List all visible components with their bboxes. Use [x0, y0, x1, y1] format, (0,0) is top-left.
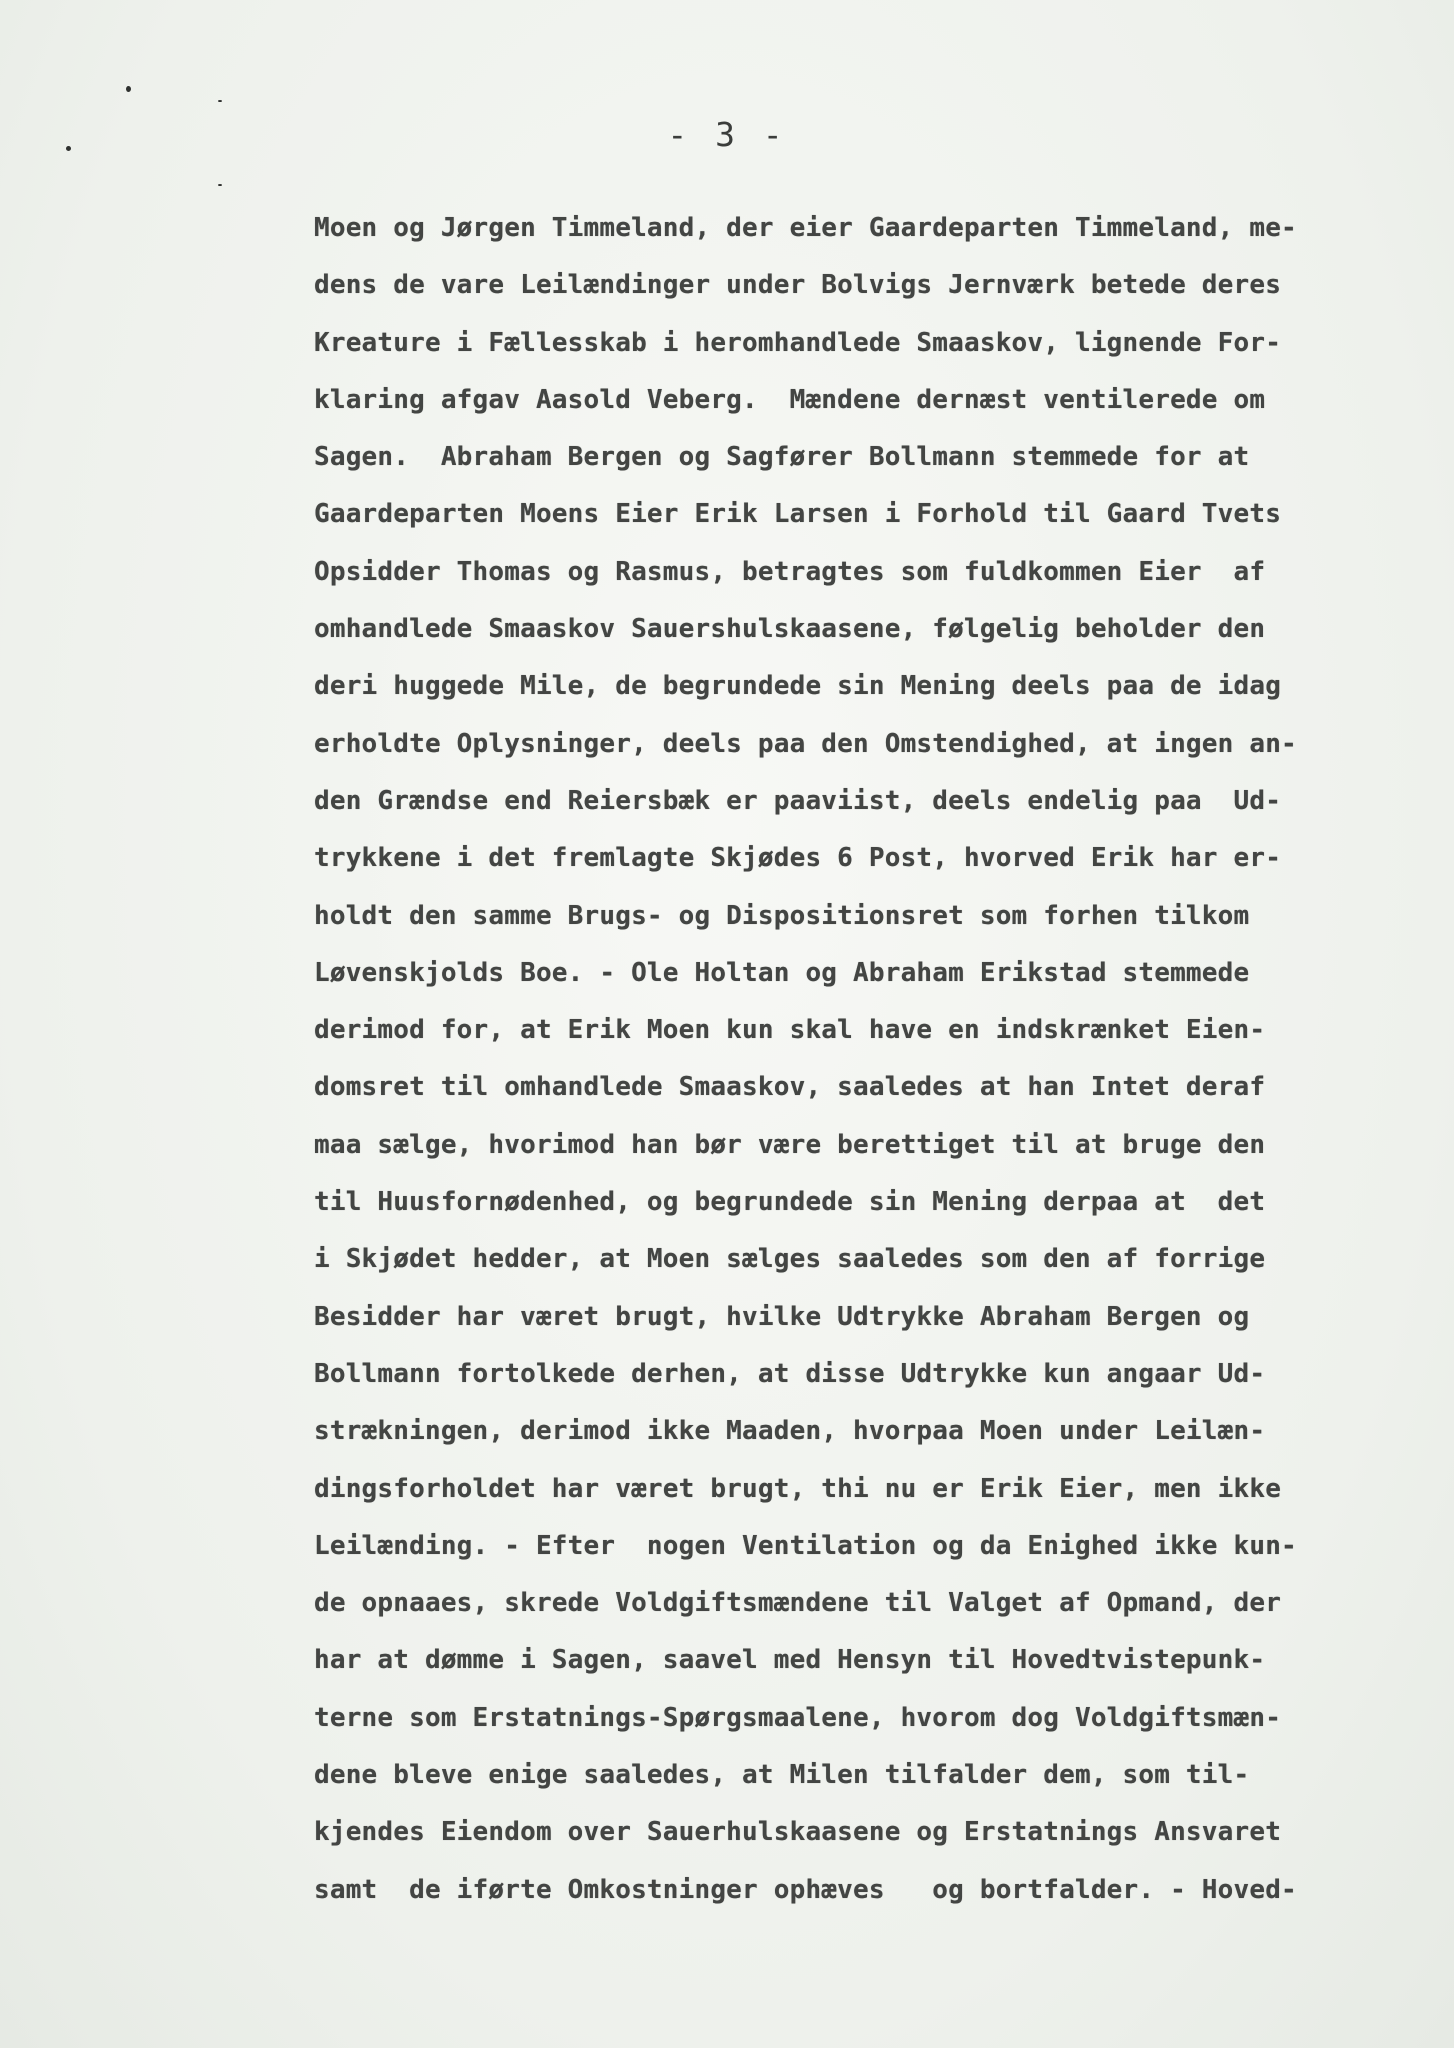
page-number: - 3 - — [667, 115, 787, 154]
text-line: deri huggede Mile, de begrundede sin Mening deels paa de idag — [314, 671, 1282, 702]
text-line: samt de iførte Omkostninger ophæves og bortfalder. - Hoved- — [314, 1874, 1297, 1905]
margin-ink-dot — [218, 184, 222, 186]
text-line: dingsforholdet har været brugt, thi nu er Erik Eier, men ikke — [314, 1473, 1282, 1504]
text-line: har at dømme i Sagen, saavel med Hensyn til Hovedtvistepunk- — [314, 1645, 1266, 1676]
text-line: i Skjødet hedder, at Moen sælges saaledes som den af forrige — [314, 1244, 1266, 1275]
text-line: trykkene i det fremlagte Skjødes 6 Post, hvorved Erik har er- — [314, 843, 1282, 874]
text-line: Sagen. Abraham Bergen og Sagfører Bollmann stemmede for at — [314, 442, 1250, 473]
text-line: de opnaaes, skrede Voldgiftsmændene til Valget af Opmand, der — [314, 1588, 1282, 1619]
text-line: Opsidder Thomas og Rasmus, betragtes som fuldkommen Eier af — [314, 556, 1266, 587]
text-line: til Huusfornødenhed, og begrundede sin Mening derpaa at det — [314, 1187, 1266, 1218]
margin-ink-dot — [126, 86, 131, 92]
margin-ink-dot — [218, 100, 222, 102]
text-line: kjendes Eiendom over Sauerhulskaasene og Erstatnings Ansvaret — [314, 1817, 1282, 1848]
text-line: klaring afgav Aasold Veberg. Mændene dernæst ventilerede om — [314, 384, 1266, 415]
text-line: dene bleve enige saaledes, at Milen tilfalder dem, som til- — [314, 1760, 1250, 1791]
text-line: den Grændse end Reiersbæk er paaviist, deels endelig paa Ud- — [314, 785, 1282, 816]
text-line: Kreature i Fællesskab i heromhandlede Smaaskov, lignende For- — [314, 327, 1282, 358]
text-line: derimod for, at Erik Moen kun skal have en indskrænket Eien- — [314, 1015, 1266, 1046]
text-line: Bollmann fortolkede derhen, at disse Udtrykke kun angaar Ud- — [314, 1358, 1266, 1389]
text-line: holdt den samme Brugs- og Dispositionsret som forhen tilkom — [314, 900, 1250, 931]
text-line: maa sælge, hvorimod han bør være berettiget til at bruge den — [314, 1129, 1266, 1160]
text-line: domsret til omhandlede Smaaskov, saaledes at han Intet deraf — [314, 1072, 1266, 1103]
text-line: strækningen, derimod ikke Maaden, hvorpaa Moen under Leilæn- — [314, 1416, 1266, 1447]
text-line: Moen og Jørgen Timmeland, der eier Gaardeparten Timmeland, me- — [314, 213, 1297, 243]
text-line: terne som Erstatnings-Spørgsmaalene, hvorom dog Voldgiftsmæn- — [314, 1702, 1282, 1733]
text-line: dens de vare Leilændinger under Bolvigs Jernværk betede deres — [314, 270, 1282, 301]
text-line: omhandlede Smaaskov Sauershulskaasene, følgelig beholder den — [314, 614, 1266, 645]
text-line: Løvenskjolds Boe. - Ole Holtan og Abraham Erikstad stemmede — [314, 957, 1250, 988]
text-line: Gaardeparten Moens Eier Erik Larsen i Forhold til Gaard Tvets — [314, 499, 1282, 530]
text-line: Besidder har været brugt, hvilke Udtrykke Abraham Bergen og — [314, 1301, 1250, 1332]
text-line: Leilænding. - Efter nogen Ventilation og da Enighed ikke kun- — [314, 1530, 1297, 1561]
document-body — [314, 200, 1414, 1919]
text-line: erholdte Oplysninger, deels paa den Omstendighed, at ingen an- — [314, 728, 1297, 759]
